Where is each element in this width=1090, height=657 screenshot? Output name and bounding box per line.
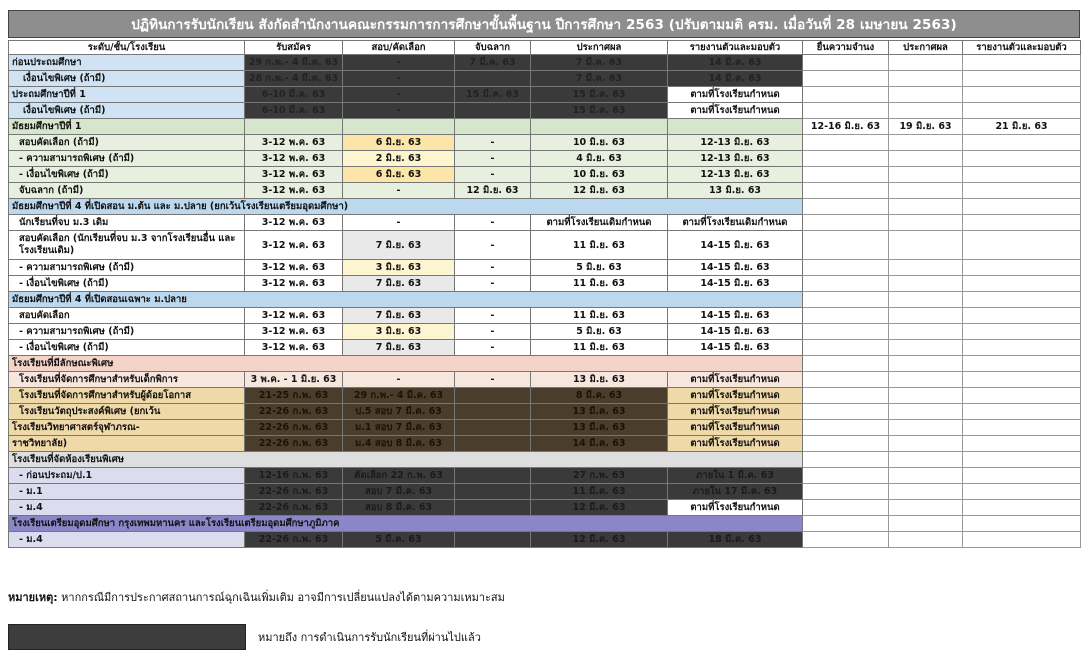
cell: 6 มิ.ย. 63 (343, 135, 455, 151)
table-row (9, 135, 1081, 151)
cell (889, 276, 963, 292)
cell (803, 500, 889, 516)
cell: ตามที่โรงเรียนกำหนด (668, 87, 803, 103)
cell: 29 ก.พ.- 4 มี.ค. 63 (343, 388, 455, 404)
cell: 12-13 มิ.ย. 63 (668, 151, 803, 167)
cell: 14 มี.ค. 63 (668, 55, 803, 71)
cell (455, 420, 531, 436)
cell (963, 500, 1081, 516)
cell: 12 มิ.ย. 63 (455, 183, 531, 199)
cell: 7 มิ.ย. 63 (343, 340, 455, 356)
cell: 14-15 มิ.ย. 63 (668, 276, 803, 292)
cell (803, 151, 889, 167)
cell (963, 420, 1081, 436)
section-header-row (9, 516, 1081, 532)
cell: 2 มิ.ย. 63 (343, 151, 455, 167)
cell (455, 388, 531, 404)
row-label: สอบคัดเลือก (9, 308, 245, 324)
cell: 12-13 มิ.ย. 63 (668, 135, 803, 151)
section-header-row (9, 292, 1081, 308)
cell (803, 103, 889, 119)
cell (963, 452, 1081, 468)
cell (889, 468, 963, 484)
cell: ป.5 สอบ 7 มี.ค. 63 (343, 404, 455, 420)
cell: - (343, 215, 455, 231)
cell: ภายใน 1 มี.ค. 63 (668, 468, 803, 484)
cell: สอบ 7 มี.ค. 63 (343, 484, 455, 500)
cell (889, 516, 963, 532)
cell: ตามที่โรงเรียนกำหนด (668, 500, 803, 516)
cell (963, 183, 1081, 199)
cell (889, 420, 963, 436)
row-label: - เงื่อนไขพิเศษ (ถ้ามี) (9, 167, 245, 183)
cell: 8 มี.ค. 63 (531, 388, 668, 404)
cell (803, 404, 889, 420)
cell: ตามที่โรงเรียนกำหนด (668, 436, 803, 452)
table-row (9, 436, 1081, 452)
cell (889, 404, 963, 420)
cell: 3-12 พ.ค. 63 (245, 308, 343, 324)
cell: ตามที่โรงเรียนกำหนด (668, 388, 803, 404)
cell: 27 ก.พ. 63 (531, 468, 668, 484)
cell: ตามที่โรงเรียนกำหนด (668, 372, 803, 388)
cell (803, 167, 889, 183)
table-row (9, 404, 1081, 420)
cell: 14-15 มิ.ย. 63 (668, 308, 803, 324)
cell: 3 มิ.ย. 63 (343, 260, 455, 276)
row-label: - ก่อนประถม/ป.1 (9, 468, 245, 484)
section-label: มัธยมศึกษาปีที่ 4 ที่เปิดสอนเฉพาะ ม.ปลาย (9, 292, 803, 308)
cell: - (343, 71, 455, 87)
cell: 14 มี.ค. 63 (668, 71, 803, 87)
cell (803, 183, 889, 199)
cell (963, 135, 1081, 151)
cell (803, 71, 889, 87)
cell (963, 372, 1081, 388)
cell (963, 532, 1081, 548)
cell: 19 มิ.ย. 63 (889, 119, 963, 135)
cell: - (343, 183, 455, 199)
cell: 6 มิ.ย. 63 (343, 167, 455, 183)
cell (803, 452, 889, 468)
table-row (9, 167, 1081, 183)
cell: 14-15 มิ.ย. 63 (668, 340, 803, 356)
row-label: - ม.1 (9, 484, 245, 500)
cell (889, 215, 963, 231)
cell: 10 มิ.ย. 63 (531, 135, 668, 151)
cell: - (343, 55, 455, 71)
cell (803, 231, 889, 260)
cell (889, 183, 963, 199)
row-label: โรงเรียนวัตถุประสงค์พิเศษ (ยกเว้น (9, 404, 245, 420)
col-header-announce-2: ประกาศผล (889, 41, 963, 55)
col-header-report: รายงานตัวและมอบตัว (668, 41, 803, 55)
cell (455, 404, 531, 420)
cell (963, 388, 1081, 404)
cell (668, 119, 803, 135)
row-label: ประถมศึกษาปีที่ 1 (9, 87, 245, 103)
cell (889, 55, 963, 71)
cell (803, 55, 889, 71)
cell (963, 151, 1081, 167)
cell: 5 มิ.ย. 63 (531, 260, 668, 276)
cell: ตามที่โรงเรียนเดิมกำหนด (668, 215, 803, 231)
legend-swatch (8, 624, 246, 650)
cell (803, 324, 889, 340)
cell (343, 119, 455, 135)
cell (455, 484, 531, 500)
table-row (9, 55, 1081, 71)
cell: 7 มี.ค. 63 (531, 71, 668, 87)
cell: - (343, 103, 455, 119)
cell (963, 103, 1081, 119)
cell: 22-26 ก.พ. 63 (245, 404, 343, 420)
cell: - (455, 231, 531, 260)
cell (803, 436, 889, 452)
cell (889, 388, 963, 404)
cell: 7 มิ.ย. 63 (343, 231, 455, 260)
cell (963, 356, 1081, 372)
cell: 7 มี.ค. 63 (455, 55, 531, 71)
cell (889, 87, 963, 103)
table-row (9, 215, 1081, 231)
header-row (9, 41, 1081, 55)
row-label: - เงื่อนไขพิเศษ (ถ้ามี) (9, 340, 245, 356)
cell (889, 436, 963, 452)
cell: 3-12 พ.ค. 63 (245, 276, 343, 292)
table-row (9, 308, 1081, 324)
cell (455, 71, 531, 87)
admission-calendar-table (8, 40, 1081, 548)
cell (803, 532, 889, 548)
cell (889, 500, 963, 516)
row-label: เงื่อนไขพิเศษ (ถ้ามี) (9, 103, 245, 119)
row-label: นักเรียนที่จบ ม.3 เดิม (9, 215, 245, 231)
cell: 3-12 พ.ค. 63 (245, 167, 343, 183)
table-row (9, 388, 1081, 404)
cell (803, 340, 889, 356)
cell: 5 มี.ค. 63 (343, 532, 455, 548)
row-label: - ความสามารถพิเศษ (ถ้ามี) (9, 260, 245, 276)
cell (803, 135, 889, 151)
section-label: มัธยมศึกษาปีที่ 4 ที่เปิดสอน ม.ต้น และ ม.ปลาย (ยกเว้นโรงเรียนเตรียมอุดมศึกษา) (9, 199, 803, 215)
cell: ม.1 สอบ 7 มี.ค. 63 (343, 420, 455, 436)
table-row (9, 231, 1081, 260)
cell: - (343, 87, 455, 103)
row-label: ก่อนประถมศึกษา (9, 55, 245, 71)
row-label: - เงื่อนไขพิเศษ (ถ้ามี) (9, 276, 245, 292)
cell: 22-26 ก.พ. 63 (245, 484, 343, 500)
table-row (9, 484, 1081, 500)
cell: 3-12 พ.ค. 63 (245, 215, 343, 231)
cell: 5 มิ.ย. 63 (531, 324, 668, 340)
cell: 13 มิ.ย. 63 (668, 183, 803, 199)
table-row (9, 420, 1081, 436)
cell (963, 468, 1081, 484)
col-header-lottery: จับฉลาก (455, 41, 531, 55)
cell (889, 324, 963, 340)
cell (889, 151, 963, 167)
cell: 11 มิ.ย. 63 (531, 231, 668, 260)
row-label: - ม.4 (9, 500, 245, 516)
row-label: จับฉลาก (ถ้ามี) (9, 183, 245, 199)
cell (889, 199, 963, 215)
cell: 3-12 พ.ค. 63 (245, 231, 343, 260)
cell (889, 356, 963, 372)
footnote (8, 588, 505, 606)
table-row (9, 183, 1081, 199)
cell: 22-26 ก.พ. 63 (245, 500, 343, 516)
section-label: โรงเรียนที่มีลักษณะพิเศษ (9, 356, 803, 372)
cell (531, 119, 668, 135)
cell: - (455, 135, 531, 151)
cell: 11 มิ.ย. 63 (531, 276, 668, 292)
cell (963, 324, 1081, 340)
cell: ภายใน 17 มี.ค. 63 (668, 484, 803, 500)
cell: 3-12 พ.ค. 63 (245, 183, 343, 199)
cell: 3-12 พ.ค. 63 (245, 151, 343, 167)
cell: 3-12 พ.ค. 63 (245, 340, 343, 356)
col-header-report-2: รายงานตัวและมอบตัว (963, 41, 1081, 55)
page-title: ปฏิทินการรับนักเรียน สังกัดสำนักงานคณะกรรมการการศึกษาขั้นพื้นฐาน ปีการศึกษา 2563 (ปรับตามมติ ครม. เมื่อวันที่ 28 เมษายน 2563) (8, 10, 1080, 38)
cell: 12 มี.ค. 63 (531, 500, 668, 516)
cell: - (455, 308, 531, 324)
cell (889, 484, 963, 500)
cell (889, 167, 963, 183)
cell: 3 มิ.ย. 63 (343, 324, 455, 340)
cell (963, 55, 1081, 71)
cell: 14-15 มิ.ย. 63 (668, 260, 803, 276)
cell: คัดเลือก 22 ก.พ. 63 (343, 468, 455, 484)
cell (803, 372, 889, 388)
cell: ม.4 สอบ 8 มี.ค. 63 (343, 436, 455, 452)
cell: 13 มี.ค. 63 (531, 420, 668, 436)
cell (803, 420, 889, 436)
cell: 3-12 พ.ค. 63 (245, 135, 343, 151)
section-header-row (9, 199, 1081, 215)
cell: 21-25 ก.พ. 63 (245, 388, 343, 404)
cell (963, 308, 1081, 324)
cell: 3-12 พ.ค. 63 (245, 260, 343, 276)
cell: 3-12 พ.ค. 63 (245, 324, 343, 340)
cell: 13 มี.ค. 63 (531, 404, 668, 420)
cell (963, 167, 1081, 183)
cell (963, 340, 1081, 356)
cell: 22-26 ก.พ. 63 (245, 420, 343, 436)
cell: 18 มี.ค. 63 (668, 532, 803, 548)
table-row (9, 260, 1081, 276)
cell: - (455, 215, 531, 231)
row-label: ราชวิทยาลัย) (9, 436, 245, 452)
cell: 7 มิ.ย. 63 (343, 308, 455, 324)
col-header-level: ระดับ/ชั้น/โรงเรียน (9, 41, 245, 55)
cell (455, 500, 531, 516)
cell: 12-13 มิ.ย. 63 (668, 167, 803, 183)
cell: - (343, 372, 455, 388)
cell (455, 436, 531, 452)
section-label: โรงเรียนเตรียมอุดมศึกษา กรุงเทพมหานคร และโรงเรียนเตรียมอุดมศึกษาภูมิภาค (9, 516, 803, 532)
cell: 14-15 มิ.ย. 63 (668, 324, 803, 340)
cell (455, 119, 531, 135)
cell (803, 276, 889, 292)
table-row (9, 324, 1081, 340)
cell: 12 มี.ค. 63 (531, 532, 668, 548)
row-label: โรงเรียนที่จัดการศึกษาสำหรับเด็กพิการ (9, 372, 245, 388)
cell: - (455, 167, 531, 183)
table-row (9, 340, 1081, 356)
footnote-text: หากกรณีมีการประกาศสถานการณ์ฉุกเฉินเพิ่มเติม อาจมีการเปลี่ยนแปลงได้ตามความเหมาะสม (57, 591, 505, 604)
cell (963, 516, 1081, 532)
cell (455, 468, 531, 484)
cell (455, 103, 531, 119)
cell (963, 276, 1081, 292)
table-row (9, 103, 1081, 119)
cell: ตามที่โรงเรียนกำหนด (668, 420, 803, 436)
cell (963, 436, 1081, 452)
cell (889, 340, 963, 356)
cell: 3 พ.ค. - 1 มิ.ย. 63 (245, 372, 343, 388)
cell (889, 308, 963, 324)
cell (889, 452, 963, 468)
row-label: - ม.4 (9, 532, 245, 548)
cell (963, 231, 1081, 260)
cell: 7 มิ.ย. 63 (343, 276, 455, 292)
table-row (9, 151, 1081, 167)
cell (889, 71, 963, 87)
cell (803, 516, 889, 532)
table-row (9, 468, 1081, 484)
col-header-apply: รับสมัคร (245, 41, 343, 55)
cell: - (455, 372, 531, 388)
col-header-intent: ยื่นความจำนง (803, 41, 889, 55)
table-row (9, 532, 1081, 548)
cell (963, 292, 1081, 308)
cell: - (455, 260, 531, 276)
table-row (9, 500, 1081, 516)
cell: 22-26 ก.พ. 63 (245, 436, 343, 452)
cell: 22-26 ก.พ. 63 (245, 532, 343, 548)
cell (889, 103, 963, 119)
cell: 15 มี.ค. 63 (455, 87, 531, 103)
cell (803, 468, 889, 484)
table-row (9, 276, 1081, 292)
cell (803, 292, 889, 308)
row-label: - ความสามารถพิเศษ (ถ้ามี) (9, 324, 245, 340)
cell (803, 87, 889, 103)
section-label: มัธยมศึกษาปีที่ 1 (9, 119, 245, 135)
table-row (9, 71, 1081, 87)
row-label: โรงเรียนที่จัดการศึกษาสำหรับผู้ด้อยโอกาส (9, 388, 245, 404)
cell: 6-10 มี.ค. 63 (245, 103, 343, 119)
cell: - (455, 324, 531, 340)
col-header-announce: ประกาศผล (531, 41, 668, 55)
cell (245, 119, 343, 135)
table-row (9, 87, 1081, 103)
row-label: โรงเรียนวิทยาศาสตร์จุฬาภรณ- (9, 420, 245, 436)
cell: 4 มิ.ย. 63 (531, 151, 668, 167)
cell: - (455, 340, 531, 356)
cell: 12-16 ก.พ. 63 (245, 468, 343, 484)
cell (889, 231, 963, 260)
cell (963, 87, 1081, 103)
cell: 29 ก.พ.- 4 มี.ค. 63 (245, 55, 343, 71)
cell: 21 มิ.ย. 63 (963, 119, 1081, 135)
row-label: สอบคัดเลือก (นักเรียนที่จบ ม.3 จากโรงเรียนอื่น และโรงเรียนเดิม) (9, 231, 245, 260)
section-header-row (9, 452, 1081, 468)
cell: 28 ก.พ.- 4 มี.ค. 63 (245, 71, 343, 87)
footnote-label: หมายเหตุ: (8, 591, 58, 604)
cell (803, 356, 889, 372)
cell: ตามที่โรงเรียนกำหนด (668, 103, 803, 119)
cell (803, 388, 889, 404)
cell (963, 484, 1081, 500)
cell: 12 มิ.ย. 63 (531, 183, 668, 199)
cell: 12-16 มิ.ย. 63 (803, 119, 889, 135)
row-label: สอบคัดเลือก (ถ้ามี) (9, 135, 245, 151)
cell: 11 มิ.ย. 63 (531, 308, 668, 324)
cell: 10 มิ.ย. 63 (531, 167, 668, 183)
cell (963, 71, 1081, 87)
cell: - (455, 276, 531, 292)
cell: 15 มี.ค. 63 (531, 103, 668, 119)
cell (963, 215, 1081, 231)
cell (803, 199, 889, 215)
cell (803, 215, 889, 231)
cell (889, 532, 963, 548)
row-label: เงื่อนไขพิเศษ (ถ้ามี) (9, 71, 245, 87)
cell (803, 260, 889, 276)
cell (803, 484, 889, 500)
row-label: - ความสามารถพิเศษ (ถ้ามี) (9, 151, 245, 167)
cell (963, 199, 1081, 215)
cell: 13 มิ.ย. 63 (531, 372, 668, 388)
cell (889, 372, 963, 388)
cell: 15 มี.ค. 63 (531, 87, 668, 103)
cell: 7 มี.ค. 63 (531, 55, 668, 71)
cell (889, 135, 963, 151)
cell: 11 มิ.ย. 63 (531, 340, 668, 356)
cell (803, 308, 889, 324)
cell: 11 มี.ค. 63 (531, 484, 668, 500)
table-row (9, 372, 1081, 388)
section-label: โรงเรียนที่จัดห้องเรียนพิเศษ (9, 452, 803, 468)
cell: - (455, 151, 531, 167)
cell: 6-10 มี.ค. 63 (245, 87, 343, 103)
cell: ตามที่โรงเรียนกำหนด (668, 404, 803, 420)
cell (455, 532, 531, 548)
legend-text: หมายถึง การดำเนินการรับนักเรียนที่ผ่านไปแล้ว (258, 631, 481, 644)
col-header-exam: สอบ/คัดเลือก (343, 41, 455, 55)
cell: 14 มี.ค. 63 (531, 436, 668, 452)
section-header-row (9, 356, 1081, 372)
cell: ตามที่โรงเรียนเดิมกำหนด (531, 215, 668, 231)
cell (963, 404, 1081, 420)
section-header-row (9, 119, 1081, 135)
cell (889, 260, 963, 276)
cell (889, 292, 963, 308)
cell (963, 260, 1081, 276)
cell: สอบ 8 มี.ค. 63 (343, 500, 455, 516)
cell: 14-15 มิ.ย. 63 (668, 231, 803, 260)
